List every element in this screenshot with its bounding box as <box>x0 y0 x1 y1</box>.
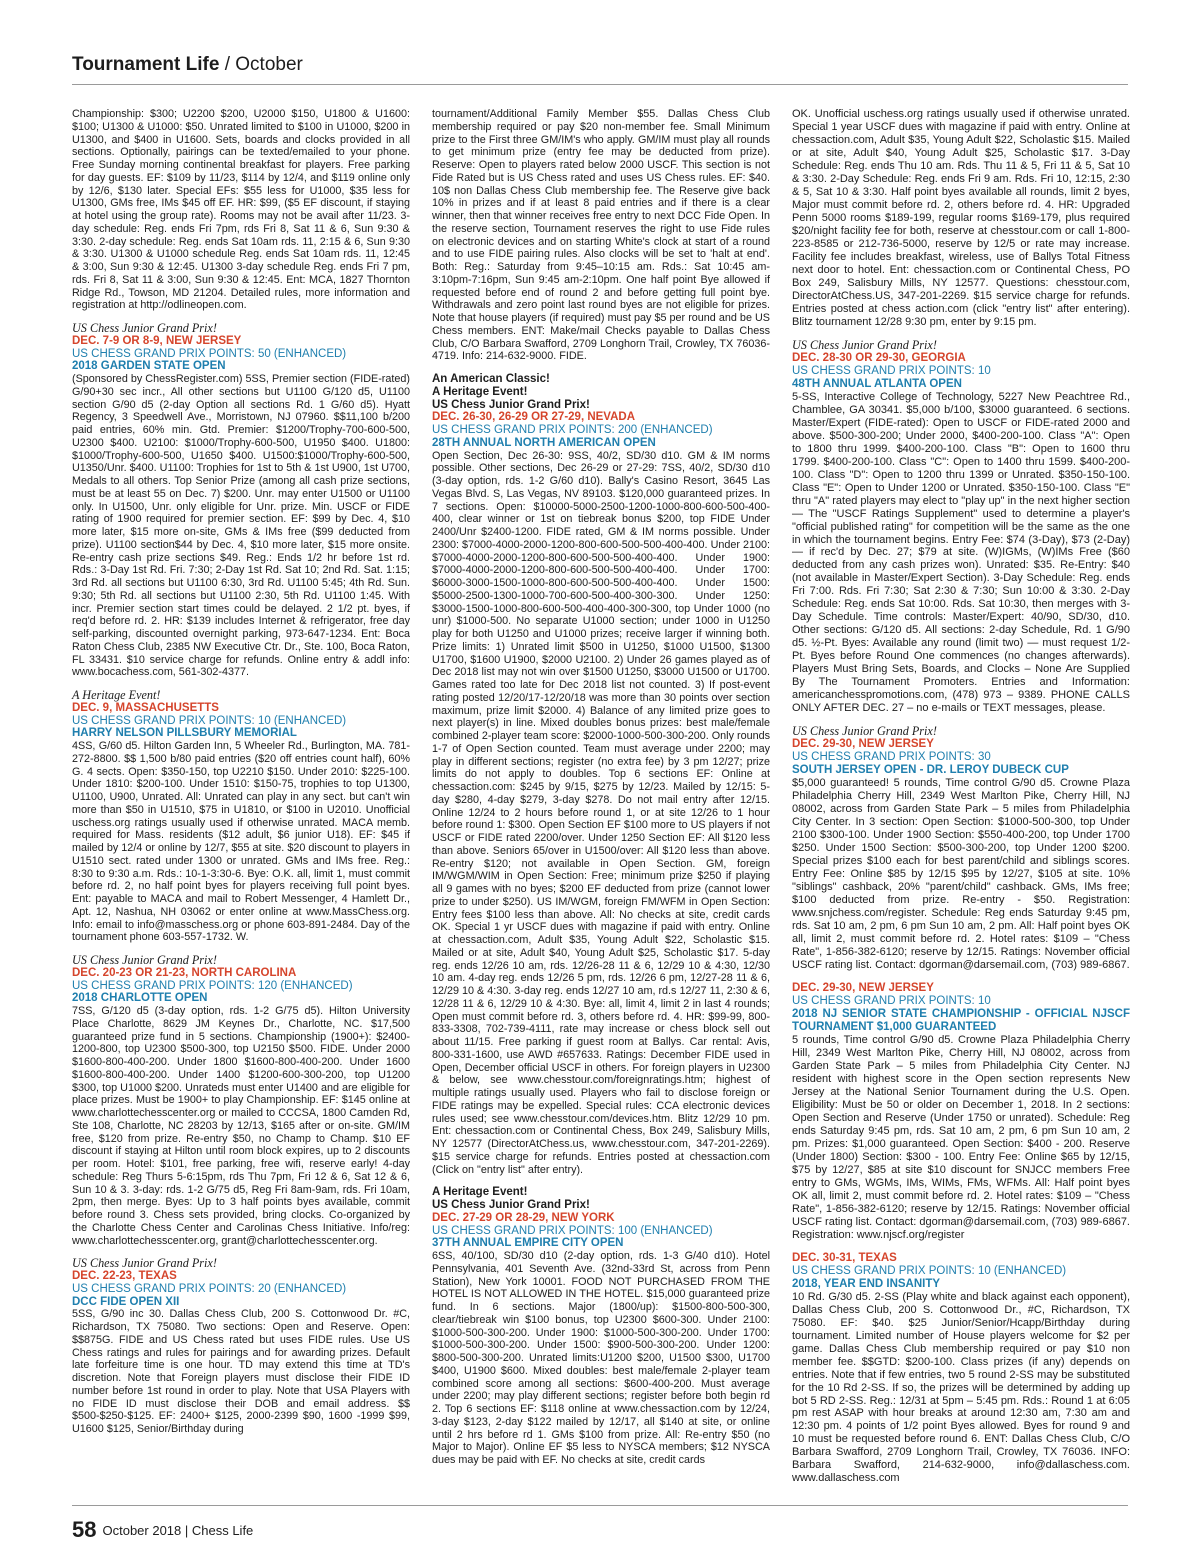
event-text: 5-SS, Interactive College of Technology, 5227 New Peachtree Rd., Chamblee, GA 30341. $5,000 b/100, $3000 guaranteed. 6 sections. Master/Expert (FIDE-rated): Open to USCF or FIDE-rated 2000 and above. $500-300-200; Under 2000, $400-200-100. Class "A": Open to 1800 thru 1999. $400-200-100. Class "B": Open to 1600 thru 1799. $400-200-100. Class "C": Open to 1400 thru 1599. $400-200-100. Class "D": Open to 1200 thru 1399 or Unrated. $350-150-100. Class "E": Open to Under 1200 or Unrated. $350-150-100. Class "E" thru "A" rated players may elect to "play up" in the next higher section — The "USCF Ratings Supplement" used to determine a player's "official published rating" for competition will be the same as the one in which the tournament begins. Entry Fee: $74 (3-Day), $73 (2-Day) — if rec'd by Dec. 27; $79 at site. (W)IGMs, (W)IMs Free ($60 deducted from any cash prizes won). Unrated: $35. Re-Entry: $40 (not available in Master/Expert Section). 3-Day Schedule: Reg. ends Fri 7:00. Rds. Fri 7:30; Sat 2:30 & 7:30; Sun 10:00 & 3:30. 2-Day Schedule: Reg. ends Sat 10:00. Rds. Sat 10:30, then merges with 3-Day Schedule. Time controls: Master/Expert: 40/90, SD/30, d10. Other sections: G/120 d5. All sections: 2-day Schedule, Rd. 1 G/90 d5. ½-Pt. Byes: Available any round (limit two) — must request 1/2-Pt. Byes before Round One commences (no changes afterwards). Players Must Bring Sets, Boards, and Clocks – None Are Supplied By The Tournament Promoters. Entries and Information: americanchesspromotions.com, (478) 973 – 9389. PHONE CALLS ONLY AFTER DEC. 27 – no e-mails or TEXT messages, please. <box>792 390 1130 715</box>
event-headline: An American Classic! <box>432 373 550 385</box>
grand-prix-points: US CHESS GRAND PRIX POINTS: 50 (ENHANCED) <box>72 347 347 360</box>
grand-prix-points: US CHESS GRAND PRIX POINTS: 10 (ENHANCED) <box>792 1264 1067 1277</box>
event-name: 2018 CHARLOTTE OPEN <box>72 992 208 1005</box>
event-name: 2018 NJ SENIOR STATE CHAMPIONSHIP - OFFICIAL NJSCF TOURNAMENT $1,000 GUARANTEED <box>792 1007 1130 1033</box>
event-date: DEC. 20-23 OR 21-23, NORTH CAROLINA <box>72 966 297 979</box>
event-text: 6SS, 40/100, SD/30 d10 (2-day option, rds. 1-3 G/40 d10). Hotel Pennsylvania, 401 Seventh Ave. (32nd-33rd St, across from Penn Station), New York 10001. FOOD NOT PURCHASED FROM THE HOTEL IS NOT ALLOWED IN THE HOTEL. $15,000 guaranteed prize fund. In 6 sections. Major (1800/up): $1500-800-500-300, clear/tiebreak win $100 bonus, top U2300 $600-300. Under 2100: $1000-500-300-200. Under 1900: $1000-500-300-200. Under 1700: $1000-500-300-200. Under 1500: $900-500-300-200. Under 1200: $800-500-300-200. Unrated limits:U1200 $200, U1500 $300, U1700 $400, U1900 $600. Mixed doubles: best male/female 2-player team combined score among all sections: $600-400-200. Must average under 2200; may play different sections; register before both begin rd 2. Top 6 sections EF: $118 online at www.chessaction.com by 12/24, 3-day $123, 2-day $122 mailed by 12/17, all $140 at site, or online until 2 hrs before rd 1. GMs $100 from prize. All: Re-entry $50 (no Major to Major). Online EF $5 less to NYSCA members; $12 NYSCA dues may be paid with EF. No checks at site, credit cards <box>432 1250 770 1466</box>
event-listing <box>792 1252 1130 1486</box>
event-text: 4SS, G/60 d5. Hilton Garden Inn, 5 Wheeler Rd., Burlington, MA. 781-272-8800. $$ 1,500 b/80 paid entries ($20 off entries count half), 60% G. 4 sects. Open: $350-150, top U2210 $150. Under 2010: $225-100. Under 1810: $200-100. Under 1510: $150-75, trophies to top U1300, U1100, U900, Unrated. All: Unrated can play in any sect. but can't win more than $50 in U1510, $75 in U1810, or $100 in U2010. Unofficial uschess.org ratings usually used if otherwise unrated. MACA memb. required for Mass. residents ($12 adult, $6 junior U18). EF: $45 if mailed by 12/4 or online by 12/7, $55 at site. $20 discount to players in U1510 sect. rated under 1300 or unrated. GMs and IMs free. Reg.: 8:30 to 9:30 a.m. Rds.: 10-1-3:30-6. Bye: O.K. all, limit 1, must commit before rd. 2, no half point byes for players receiving full point byes. Ent: payable to MACA and mail to Robert Messenger, 4 Hamlett Dr., Apt. 12, Nashua, NH 03062 or enter online at www.MassChess.org. Info: email to info@masschess.org or phone 603-891-2484. Day of the tournament phone 603-557-1732. W. <box>72 740 410 944</box>
header-month: October <box>235 54 303 75</box>
event-tag: US Chess Junior Grand Prix! <box>72 321 217 335</box>
event-date: DEC. 26-30, 26-29 OR 27-29, NEVADA <box>432 411 636 424</box>
footer-rule <box>72 1505 1128 1506</box>
event-tag: US Chess Junior Grand Prix! <box>792 337 937 352</box>
grand-prix-points: US CHESS GRAND PRIX POINTS: 20 (ENHANCED) <box>72 1282 347 1295</box>
page-header <box>72 54 303 76</box>
event-name: 2018 GARDEN STATE OPEN <box>72 360 226 373</box>
event-name: 48TH ANNUAL ATLANTA OPEN <box>792 377 962 390</box>
event-headline: A Heritage Event! <box>432 1186 528 1199</box>
event-headline: A Heritage Event! <box>432 385 528 398</box>
event-date: DEC. 30-31, TEXAS <box>792 1251 897 1264</box>
event-tag: US Chess Junior Grand Prix! <box>72 953 217 967</box>
event-tag: US Chess Junior Grand Prix! <box>792 724 937 739</box>
column-3 <box>792 108 1130 1485</box>
event-date: DEC. 29-30, NEW JERSEY <box>792 981 934 994</box>
event-date: DEC. 9, MASSACHUSETTS <box>72 701 219 714</box>
event-text: (Sponsored by ChessRegister.com) 5SS, Premier section (FIDE-rated) G/90+30 sec incr., All other sections but U1100 G/120 d5, U1100 section G/90 d5 (2-day Option all sections Rd. 1 G/60 d5). Hyatt Regency, 3 Speedwell Ave., Morristown, NJ 07960. $$11,100 b/200 paid entries, 60% min. Gtd. Premier: $1200/Trophy-700-600-500, U2300 $400. U2100: $1000/Trophy-600-500, U1950 $400. U1800: $1000/Trophy-600-500, U1650 $400. U1500:$1000/Trophy-600-500, U1350/Unr. $400. U1100: Trophies for 1st to 5th & 1st U900, 1st U700, Medals to all others. Top Senior Prize (among all cash prize sections, must be at least 55 on Dec. 7) $200. Unr. may enter U1500 or U1100 only. In U1500, Unr. only eligible for Unr. prize. Min. USCF or FIDE rating of 1900 required for premier section. EF: $99 by Dec. 4, $10 more later, $15 more on-site, GMs & IMs free ($99 deducted from prize). U1100 section$44 by Dec. 4, $10 more later, $15 more onsite. Re-entry cash prize sections $49. Reg.: Ends 1/2 hr before 1st rd. Rds.: 3-Day 1st Rd. Fri. 7:30; 2-Day 1st Rd. Sat 10; 2nd Rd. Sat. 1:15; 3rd Rd. all sections but U1100 6:30, 3rd Rd. U1100 5:45; 4th Rd. Sun. 9:30; 5th Rd. all sections but U1100 2:30, 5th Rd. U1100 1:45. With incr. Premier section start times could be delayed. 2 1/2 pt. byes, if req'd before rd. 2. HR: $139 includes Internet & refrigerator, free day self-parking, discounted overnight parking, 973-647-1234. Ent: Boca Raton Chess Club, 2385 NW Executive Ctr. Dr., Ste. 100, Boca Raton, FL 33431. $10 service charge for refunds. Online entry & addl info: www.bocachess.com, 561-302-4377. <box>72 373 410 679</box>
grand-prix-points: US CHESS GRAND PRIX POINTS: 200 (ENHANCED) <box>432 424 713 436</box>
page-footer <box>72 1517 253 1543</box>
column-2 <box>432 108 770 1467</box>
event-text: Championship: $300; U2200 $200, U2000 $150, U1800 & U1600: $100; U1300 & U1000: $50. Unrated limited to $100 in U1000, $200 in U1300, and $400 in U1600. Sets, boards and clocks provided in all sections. Optionally, pairings can be texted/emailed to your phone. Free Sunday morning continental breakfast for players. Free parking for day guests. EF: $109 by 11/23, $114 by 12/4, and $119 online only by 12/6, $130 later. Special EFs: $55 less for U1000, $35 less for U1300, GMs free, IMs $45 off EF. HR: $99, ($5 EF discount, if staying at hotel using the group rate). Rooms may not be avail after 11/23. 3-day schedule: Reg. ends Fri 7pm, rds Fri 8, Sat 11 & 6, Sun 9:30 & 3:30. 2-day schedule: Reg. ends Sat 10am rds. 11, 2:15 & 6, Sun 9:30 & 3:30. U1300 & U1000 schedule Reg. ends Sat 10am rds. 11, 12:45 & 3:00, Sun 9:30 & 12:45. U1300 3-day schedule Reg. ends Fri 7 pm, rds. Fri 8, Sat 11 & 3:00, Sun 9:30 & 12:45. Ent: MCA, 1827 Thornton Ridge Rd., Towson, MD 21204. Detailed rules, more information and registration at http://odlineopen.com. <box>72 108 410 312</box>
event-text: OK. Unofficial uschess.org ratings usually used if otherwise unrated. Special 1 year USCF dues with magazine if paid with entry. Online at chessaction.com, Adult $35, Young Adult $22, Scholastic $15. Mailed or at site, Adult $40, Young Adult $25, Scholastic $17. 3-Day Schedule: Reg. ends Thu 10 am. Rds. Thu 11 & 5, Fri 11 & 5, Sat 10 & 3:30. 2-Day Schedule: Reg. ends Fri 9 am. Rds. Fri 10, 12:15, 2:30 & 5, Sat 10 & 3:30. Half point byes available all rounds, limit 2 byes, Major must commit before rd. 2, others before rd. 4. HR: Upgraded Penn 5000 rooms $189-199, regular rooms $169-179, plus required $20/night facility fee for both, reserve at chesstour.com or call 1-800-223-8585 or 212-736-5000, reserve by 12/5 or rate may increase. Facility fee includes breakfast, wireless, use of Ballys Total Fitness next door to hotel. Ent: chessaction.com or Continental Chess, PO Box 249, Salisbury Mills, NY 12577. Questions: chesstour.com, DirectorAtChess.US, 347-201-2269. $15 service charge for refunds. Entries posted at chess action.com (click "entry list" after entering). Blitz tournament 12/28 9:30 pm, enter by 9:15 pm. <box>792 108 1130 328</box>
event-listing <box>72 1257 410 1436</box>
event-name: 2018, YEAR END INSANITY <box>792 1277 941 1290</box>
grand-prix-points: US CHESS GRAND PRIX POINTS: 10 <box>792 364 991 377</box>
event-date: DEC. 29-30, NEW JERSEY <box>792 738 934 751</box>
event-text: 10 Rd. G/30 d5. 2-SS (Play white and black against each opponent), Dallas Chess Club, 200 S. Cottonwood Dr., #C, Richardson, TX 75080. EF: $40. $25 Junior/Senior/Hcapp/Birthday during tournament. Limited number of House players welcome for $2 per game. Dallas Chess Club membership required or pay $10 non member fee. $$GTD: $200-100. Class prizes (if any) depends on entries. Note that if few entries, two 5 round 2-SS may be substituted for the 10 Rd 2-SS. If so, the prizes will be determined by adding up bot 5 RD 2-SS. Reg.: 12/31 at 5pm – 5:45 pm. Rds.: Round 1 at 6:05 pm rest ASAP with hour breaks at around 12:30 am, 7:30 am and 12:30 pm. 4 points of 1/2 point Byes allowed. Byes for round 9 and 10 must be requested before round 6. ENT: Dallas Chess Club, C/O Barbara Swafford, 2709 Longhorn Trail, Crowley, TX 76036. INFO: Barbara Swafford, 214-632-9000, info@dallaschess.com. www.dallaschess.com <box>792 1290 1130 1485</box>
event-name: HARRY NELSON PILLSBURY MEMORIAL <box>72 727 297 740</box>
footer-text: October 2018 | Chess Life <box>102 1523 254 1538</box>
event-text: 5 rounds, Time control G/90 d5. Crowne Plaza Philadelphia Cherry Hill, 2349 West Marlton Pike, Cherry Hill, NJ 08002, across from Garden State Park – 5 miles from Philadelphia City Center. NJ resident with highest score in the Open section represents New Jersey at the National Senior Tournament during the U.S. Open. Eligibility: Must be 50 or older on December 1, 2018. In 2 sections: Open Section and Reserve (Under 1750 or unrated). Schedule: Reg ends Saturday 9:45 pm, rds. Sat 10 am, 2 pm, 6 pm Sun 10 am, 2 pm. Prizes: $1,000 guaranteed. Open Section: $400 - 200. Reserve (Under 1800) Section: $300 - 100. Entry Fee: Online $65 by 12/15, $75 by 12/27, $85 at site $10 discount for SNJCC members Free entry to GMs, WGMs, IMs, WIMs, FMs, WFMs. All: Half point byes OK all, limit 2, must commit before rd. 2. Hotel rates: $109 – "Chess Rate", 1-856-382-6120; reserve by 12/15. Ratings: November official USCF rating list. Contact: dgorman@darsemail.com, (703) 989-6867. Registration: www.njscf.org/register <box>792 1033 1130 1241</box>
event-date: DEC. 7-9 OR 8-9, NEW JERSEY <box>72 334 242 347</box>
grand-prix-points: US CHESS GRAND PRIX POINTS: 100 (ENHANCED) <box>432 1224 713 1237</box>
section-title: Tournament Life <box>72 54 220 75</box>
event-text: 7SS, G/120 d5 (3-day option, rds. 1-2 G/75 d5). Hilton University Place Charlotte, 8629 JM Keynes Dr., Charlotte, NC. $17,500 guaranteed prize fund in 5 sections. Championship (1900+): $2400-1200-800, top U2300 $500-300, top U2150 $500. FIDE. Under 2000 $1600-800-400-200. Under 1800 $1600-800-400-200. Under 1600 $1600-800-400-200. Under 1400 $1200-600-300-200, top U1200 $300, top U1000 $200. Unrateds must enter U1400 and are eligible for place prizes. Must be 1900+ to play Championship. EF: $145 online at www.charlottechesscenter.org or mailed to CCCSA, 1800 Camden Rd, Ste 108, Charlotte, NC 28203 by 12/13, $165 after or on-site. GM/IM free, $120 from prize. Re-entry $50, no Champ to Champ. $10 EF discount if staying at Hilton until room block expires, up to 2 discounts per room. Hotel: $101, free parking, free wifi, reserve early! 4-day schedule: Reg Thurs 5-6:15pm, rds Thu 7pm, Fri 12 & 6, Sat 12 & 6, Sun 10 & 3. 3-day: rds. 1-2 G/75 d5, Reg Fri 8am-9am, rds. Fri 10am, 2pm, then merge. Byes: Up to 3 half points byes available, commit before round 3. Chess sets provided, bring clocks. Co-organized by the Charlotte Chess Center and Carolinas Chess Initiative. Info/reg: www.charlottechesscenter.org, grant@charlottechesscenter.org. <box>72 1005 410 1247</box>
header-slash: / <box>219 54 236 75</box>
header-rule <box>72 84 1128 85</box>
event-listing <box>72 689 410 944</box>
event-text: 5SS, G/90 inc 30. Dallas Chess Club, 200 S. Cottonwood Dr. #C, Richardson, TX 75080. Two sections: Open and Reserve. Open: $$875G. FIDE and US Chess rated but uses FIDE rules. Use US Chess ratings and rules for pairings and for awarding prizes. Default late forfeiture time is one hour. TD may extend this time at TD's discretion. Note that Foreign players must disclose their FIDE ID number before 1st round in order to play. Note that USA Players with no FIDE ID must disclose their DOB and email address. $$ $500-$250-$125. EF: 2400+ $125, 2000-2399 $90, 1600 -1999 $99, U1600 $125, Senior/Birthday during <box>72 1308 410 1435</box>
event-name: DCC FIDE OPEN XII <box>72 1295 180 1308</box>
event-tag: A Heritage Event! <box>72 688 161 702</box>
event-text: $5,000 guaranteed! 5 rounds, Time control G/90 d5. Crowne Plaza Philadelphia Cherry Hill, 2349 West Marlton Pike, Cherry Hill, NJ 08002, across from Garden State Park – 5 miles from Philadelphia City Center. In 3 section: Open Section: $1000-500-300, top Under 2100 $300-100. Under 1900 Section: $550-400-200, top Under 1700 $250. Under 1500 Section: $500-300-200, top Under 1200 $200. Special prizes $100 each for best parent/child and siblings scores. Entry Fee: Online $85 by 12/15 $95 by 12/27, $105 at site. 10% "siblings" cashback, 20% "parent/child" cashback. GMs, IMs free; $100 deducted from prize. Re-entry - $50. Registration: www.snjchess.com/register. Schedule: Reg ends Saturday 9:45 pm, rds. Sat 10 am, 2 pm, 6 pm Sun 10 am, 2 pm. All: Half point byes OK all, limit 2, must commit before rd. 2. Hotel rates: $109 – "Chess Rate", 1-856-382-6120; reserve by 12/15. Ratings: November official USCF rating list. Contact: dgorman@darsemail.com, (703) 989-6867. <box>792 777 1130 971</box>
event-listing <box>72 954 410 1247</box>
event-tag: US Chess Junior Grand Prix! <box>72 1256 217 1271</box>
grand-prix-points: US CHESS GRAND PRIX POINTS: 30 <box>792 751 991 764</box>
event-headline: US Chess Junior Grand Prix! <box>432 398 590 411</box>
event-name: 37TH ANNUAL EMPIRE CITY OPEN <box>432 1237 624 1250</box>
event-listing <box>792 725 1130 972</box>
event-listing <box>792 982 1130 1242</box>
event-date: DEC. 22-23, TEXAS <box>72 1270 177 1282</box>
page-number: 58 <box>72 1517 97 1542</box>
grand-prix-points: US CHESS GRAND PRIX POINTS: 120 (ENHANCED) <box>72 979 353 992</box>
event-date: DEC. 28-30 OR 29-30, GEORGIA <box>792 351 966 364</box>
event-listing <box>792 339 1130 716</box>
grand-prix-points: US CHESS GRAND PRIX POINTS: 10 <box>792 994 991 1007</box>
event-name: SOUTH JERSEY OPEN - DR. LEROY DUBECK CUP <box>792 764 1069 777</box>
event-text: Open Section, Dec 26-30: 9SS, 40/2, SD/30 d10. GM & IM norms possible. Other sections, Dec 26-29 or 27-29: 7SS, 40/2, SD/30 d10 (3-day option, rds. 1-2 G/60 d10). Bally's Casino Resort, 3645 Las Vegas Blvd. S, Las Vegas, NV 89103. $120,000 guaranteed prizes. In 7 sections. Open: $10000-5000-2500-1200-1000-800-600-500-400-400, clear winner or 1st on tiebreak bonus $200, top FIDE Under 2400/Unr $2400-1200. FIDE rated, GM & IM norms possible. Under 2300: $7000-4000-2000-1200-800-600-500-500-400-400. Under 2100: $7000-4000-2000-1200-800-600-500-500-400-400. Under 1900: $7000-4000-2000-1200-800-600-500-500-400-400. Under 1700: $6000-3000-1500-1000-800-600-500-500-400-400. Under 1500: $5000-2500-1300-1000-700-600-500-400-300-300. Under 1250: $3000-1500-1000-800-600-500-400-400-300-300, top Under 1000 (no unr) $1000-500. No separate U1000 section; under 1000 in U1250 play for both U1250 and U1000 prizes; receive larger if winning both. Prize limits: 1) Unrated limit $500 in U1250, $1000 U1500, $1300 U1700, $1600 U1900, $2000 U2100. 2) Under 26 games played as of Dec 2018 list may not win over $1500 U1250, $3000 U1500 or U1700. Games rated too late for Dec 2018 list not counted. 3) If post-event rating posted 12/20/17-12/20/18 was more than 30 points over section maximum, prize limit $2000. 4) Balance of any limited prize goes to next player(s) in line. Mixed doubles bonus prizes: best male/female combined 2-player team score: $2000-1000-500-300-200. Only rounds 1-7 of Open Section counted. Team must average under 2200; may play in different sections; register (no extra fee) by 3 pm 12/27; prize limits do not apply to doubles. Top 6 sections EF: Online at chessaction.com: $245 by 9/15, $275 by 12/23. Mailed by 12/15: 5-day $280, 4-day $279, 3-day $278. Do not mail entry after 12/15. Online 12/24 to 2 hours before round 1, or at site 12/26 to 1 hour before round 1: $300. Open Section EF $100 more to US players if not USCF or FIDE rated 2200/over. Under 1250 Section EF: All $120 less than above. Seniors 65/over in U1500/over: All $120 less than above. Re-entry $120; not available in Open Section. GM, foreign IM/WGM/WIM in Open Section: Free; minimum prize $250 if playing all 9 games with no byes; $200 EF deducted from prize (cannot lower prize to under $250). US IM/WGM, foreign FM/WFM in Open Section: Entry fees $100 less than above. All: No checks at site, credit cards OK. Special 1 yr USCF dues with magazine if paid with entry. Online at chessaction.com, Adult $35, Young Adult $22, Scholastic $15. Mailed or at site, Adult $40, Young Adult $25, Scholastic $17. 5-day reg. ends 12/26 10 am, rds. 12/26-28 11 & 6, 12/29 10 & 4:30, 12/30 10 am. 4-day reg. ends 12/26 5 pm, rds. 12/26 6 pm, 12/27-28 11 & 6, 12/29 10 & 4:30. 3-day reg. ends 12/27 10 am, rd.s 12/27 11, 2:30 & 6, 12/28 11 & 6, 12/29 10 & 4:30. Bye: all, limit 4, limit 2 in last 4 rounds; Open must commit before rd. 3, others before rd. 4. HR: $99-99, 800-833-3308, 702-739-4111, rate may increase or chess block sell out about 11/15. Free parking if guest room at Ballys. Car rental: Avis, 800-331-1600, use AWD #657633. Ratings: December FIDE used in Open, December official USCF in others. For foreign players in U2300 & below, see www.chesstour.com/foreignratings.htm; highest of multiple ratings usually used. Players who fail to disclose foreign or FIDE ratings may be expelled. Special rules: CCA electronic devices rules used; see www.chesstour.com/devices.htm. Blitz 12/29 10 pm. Ent: chessaction.com or Continental Chess, Box 249, Salisbury Mills, NY 12577 (DirectorAtChess.us, www.chesstour.com, 347-201-2269). $15 service charge for refunds. Entries posted at chessaction.com (Click on "entry list" after entry). <box>432 449 770 1176</box>
event-listing <box>432 373 770 1176</box>
grand-prix-points: US CHESS GRAND PRIX POINTS: 10 (ENHANCED) <box>72 714 347 727</box>
event-text: tournament/Additional Family Member $55. Dallas Chess Club membership required or pay $20 non-member fee. Small Minimum prize to the First three GM/IM's who apply. GM/IM must play all rounds to get minimum prize (entry fee may be deducted from prize). Reserve: Open to players rated below 2000 USCF. This section is not Fide Rated but is US Chess rated and uses US Chess rules. EF: $40. 10$ non Dallas Chess Club membership fee. The Reserve give back 10% in prizes and if at least 8 paid entries and if there is a clear winner, then that winner receives free entry to next DCC Fide Open. In the reserve section, Tournament reserves the right to use Fide rules on electronic devices and on starting White's clock at start of a round and to use FIDE pairing rules. Also clocks will be set to 'halt at end'. Both: Reg.: Saturday from 9:45–10:15 am. Rds.: Sat 10:45 am-3:10pm-7:16pm, Sun 9:45 am-2:10pm. One half point Bye allowed if requested before end of round 2 and before getting full point bye. Withdrawals and zero point last round byes are not eligible for prizes. Note that house players (if required) must pay $5 per round and be US Chess members. ENT: Make/mail Checks payable to Dallas Chess Club, C/O Barbara Swafford, 2709 Longhorn Trail, Crowley, TX 76036-4719. Info: 214-632-9000. FIDE. <box>432 108 770 363</box>
event-listing <box>432 1186 770 1467</box>
event-listing <box>72 322 410 679</box>
column-1 <box>72 108 410 1436</box>
event-headline: US Chess Junior Grand Prix! <box>432 1199 590 1211</box>
event-date: DEC. 27-29 OR 28-29, NEW YORK <box>432 1211 615 1224</box>
event-name: 28TH ANNUAL NORTH AMERICAN OPEN <box>432 436 656 449</box>
